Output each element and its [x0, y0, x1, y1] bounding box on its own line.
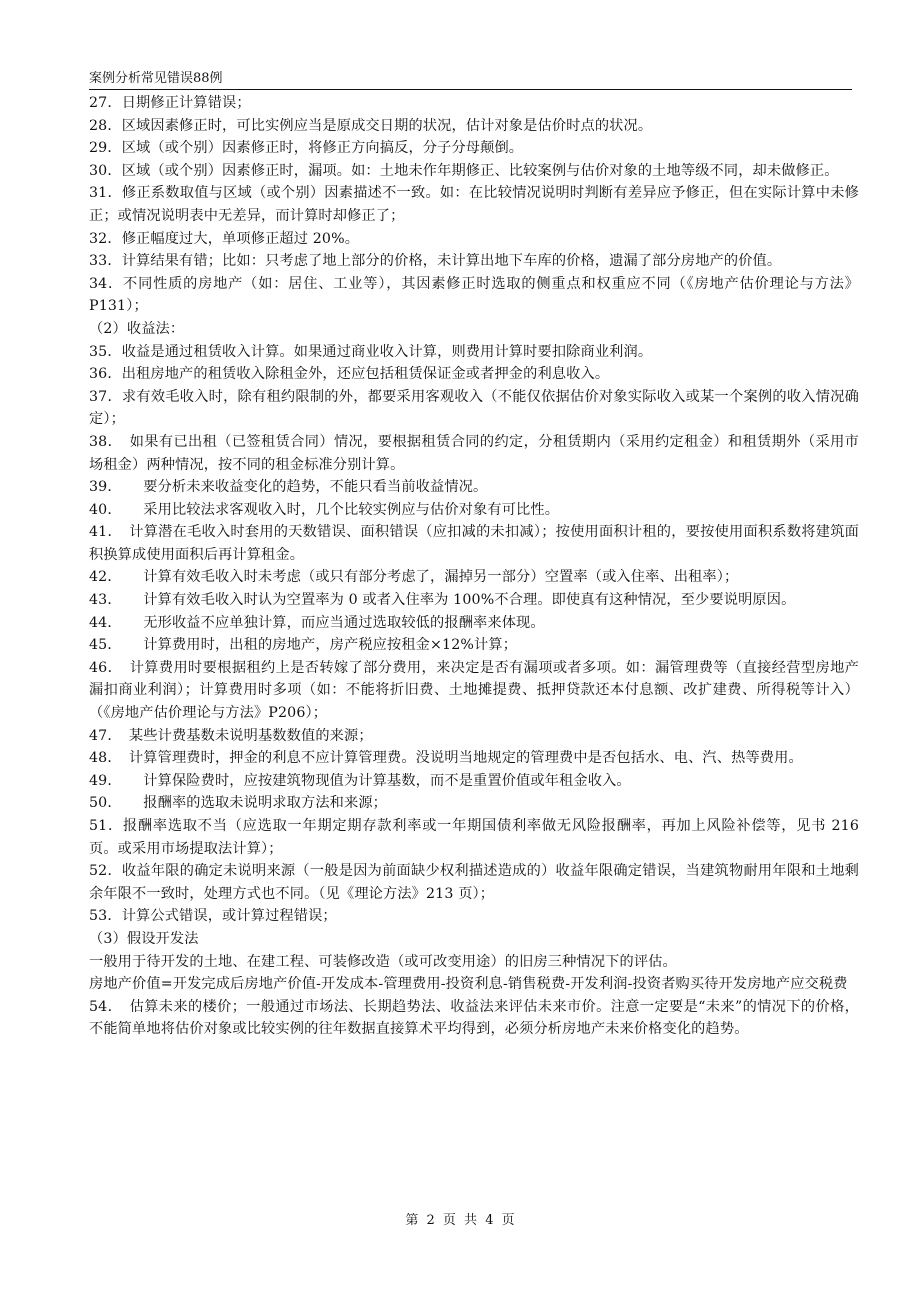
paragraph: （2）收益法：	[89, 320, 185, 337]
page-footer	[0, 1212, 920, 1230]
paragraph: 36．出租房地产的租赁收入除租金外，还应包括租赁保证金或者押金的利息收入。	[89, 366, 610, 383]
paragraph: 50． 报酬率的选取未说明求取方法和来源；	[89, 795, 388, 812]
paragraph: 44． 无形收益不应单独计算，而应当通过选取较低的报酬率来体现。	[89, 614, 545, 631]
paragraph: 43． 计算有效毛收入时认为空置率为 0 或者入住率为 100%不合理。即使真有这种情况，至少要说明原因。	[89, 592, 796, 609]
paragraph: 32．修正幅度过大，单项修正超过 20%。	[89, 230, 360, 247]
paragraph: 51．报酬率选取不当（应选取一年期定期存款利率或一年期国债利率做无风险报酬率，再加上风险补偿等，见书 216 页。或采用市场提取法计算）；	[89, 818, 859, 857]
paragraph: 27．日期修正计算错误；	[89, 95, 251, 111]
paragraph: 29．区域（或个别）因素修正时，将修正方向搞反，分子分母颠倒。	[89, 140, 524, 157]
document-title: 案例分析常见错误88例	[89, 71, 223, 86]
paragraph: 房地产价值=开发完成后房地产价值-开发成本-管理费用-投资利息-销售税费-开发利润-投资者购买待开发房地产应交税费	[89, 976, 848, 993]
page-number: 第 2 页 共 4 页	[405, 1213, 515, 1228]
paragraph: 39． 要分析未来收益变化的趋势，不能只看当前收益情况。	[89, 479, 488, 496]
paragraph: 45． 计算费用时，出租的房地产，房产税应按租金×12%计算；	[89, 637, 518, 654]
paragraph: （3）假设开发法	[89, 930, 199, 947]
paragraph: 34．不同性质的房地产（如：居住、工业等），其因素修正时选取的侧重点和权重应不同（《房地产估价理论与方法》P131）；	[89, 275, 859, 315]
paragraph: 52．收益年限的确定未说明来源（一般是因为前面缺少权利描述造成的）收益年限确定错误，当建筑物耐用年限和土地剩余年限不一致时，处理方式也不同。（见《理论方法》213 页）；	[89, 863, 859, 902]
paragraph: 40． 采用比较法求客观收入时，几个比较实例应与估价对象有可比性。	[89, 501, 560, 518]
paragraph: 35．收益是通过租赁收入计算。如果通过商业收入计算，则费用计算时要扣除商业利润。	[89, 343, 653, 360]
paragraph: 46． 计算费用时要根据租约上是否转嫁了部分费用，来决定是否有漏项或者多项。如：漏管理费等（直接经营型房地产漏扣商业利润）；计算费用时多项（如：不能将折旧费、土地摊提费、抵押贷款还本付息额、改扩建费、所得税等计入）（《房地产估价理论与方法》P206）；	[89, 659, 859, 722]
document-body	[89, 92, 859, 1041]
page-header	[89, 70, 852, 90]
paragraph: 31．修正系数取值与区域（或个别）因素描述不一致。如：在比较情况说明时判断有差异应予修正，但在实际计算中未修正；或情况说明表中无差异，而计算时却修正了；	[89, 185, 859, 224]
paragraph: 一般用于待开发的土地、在建工程、可装修改造（或可改变用途）的旧房三种情况下的评估。	[89, 953, 677, 970]
paragraph: 30．区域（或个别）因素修正时，漏项。如：土地未作年期修正、比较案例与估价对象的土地等级不同，却未做修正。	[89, 162, 839, 179]
paragraph: 42． 计算有效毛收入时未考虑（或只有部分考虑了，漏掉另一部分）空置率（或入住率、出租率）；	[89, 569, 739, 586]
paragraph: 33．计算结果有错；比如：只考虑了地上部分的价格，未计算出地下车库的价格，遗漏了部分房地产的价值。	[89, 253, 782, 270]
paragraph: 38． 如果有已出租（已签租赁合同）情况，要根据租赁合同的约定，分租赁期内（采用约定租金）和租赁期外（采用市场租金）两种情况，按不同的租金标准分别计算。	[89, 433, 859, 473]
paragraph: 37．求有效毛收入时，除有租约限制的外，都要采用客观收入（不能仅依据估价对象实际收入或某一个案例的收入情况确定）；	[89, 388, 859, 428]
paragraph: 41． 计算潜在毛收入时套用的天数错误、面积错误（应扣减的未扣减）；按使用面积计租的，要按使用面积系数将建筑面积换算成使用面积后再计算租金。	[89, 524, 859, 563]
paragraph: 48． 计算管理费时，押金的利息不应计算管理费。没说明当地规定的管理费中是否包括水、电、汽、热等费用。	[89, 750, 803, 767]
paragraph: 53．计算公式错误，或计算过程错误；	[89, 908, 337, 925]
paragraph: 47． 某些计费基数未说明基数数值的来源；	[89, 727, 373, 744]
paragraph: 28．区域因素修正时，可比实例应当是原成交日期的状况，估计对象是估价时点的状况。	[89, 117, 653, 134]
paragraph: 54． 估算未来的楼价；一般通过市场法、长期趋势法、收益法来评估未来市价。注意一定要是“未来”的情况下的价格，不能简单地将估价对象或比较实例的往年数据直接算术平均得到，必须分析房地产未来价格变化的趋势。	[89, 998, 859, 1038]
paragraph: 49． 计算保险费时，应按建筑物现值为计算基数，而不是重置价值或年租金收入。	[89, 772, 631, 789]
